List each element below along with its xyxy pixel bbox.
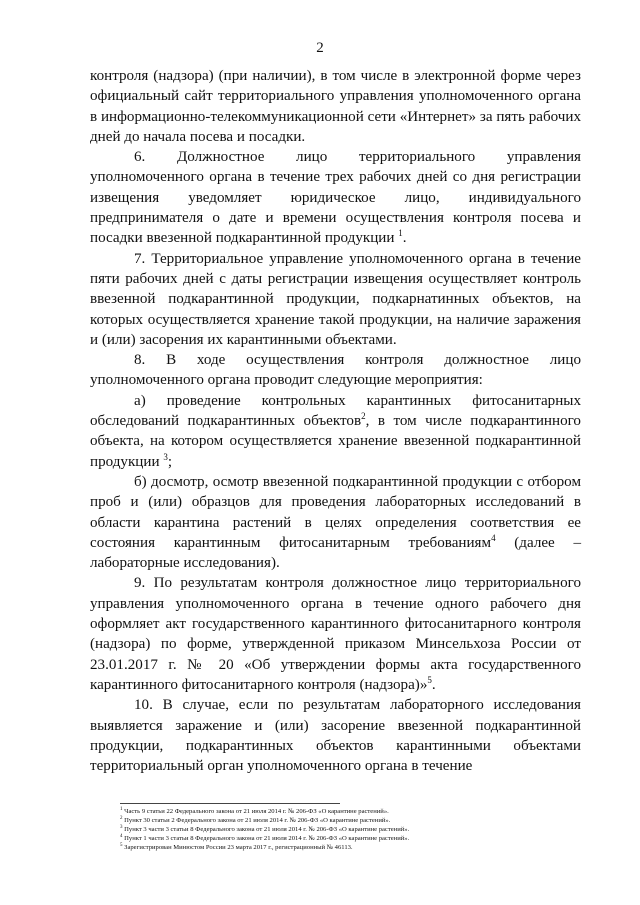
paragraph-10: 10. В случае, если по результатам лабораторного исследования выявляется заражение и (или) засорение ввезенной подкарантинной продукции, подкарантинных объектов карантинными объектами территориальный орган уполномоченного органа в течение	[90, 697, 581, 775]
footnotes	[120, 807, 560, 852]
footnote-item: $^4$ Пункт 1 части 3 статьи 8 Федерального закона от 21 июля 2014 г. № 206-ФЗ «О карантине растений».	[120, 834, 410, 843]
footnote-item: $^5$ Зарегистрирован Минюстом России 23 марта 2017 г., регистрационный № 46113.	[120, 843, 353, 852]
footnote-item: $^2$ Пункт 30 статьи 2 Федерального закона от 21 июля 2014 г. № 206-ФЗ «О карантине растений».	[120, 815, 391, 825]
document-body	[90, 66, 581, 776]
paragraph-7: 7. Территориальное управление уполномоченного органа в течение пяти рабочих дней с даты регистрации извещения осуществляет контроль ввезенной подкарантинной продукции, подкарнатинных объектов, на которых осуществляется хранение такой продукции, на наличие заражения и (или) засорения их карантинными объектами.	[90, 250, 581, 348]
paragraph-8b: б) досмотр, осмотр ввезенной подкарантинной продукции с отбором проб и (или) образцов для проведения лабораторных исследований в области карантина растений в целях определения соответствия ее состояния карантинным фитосанитарным требованиям$^4$ (далее – лабораторные исследования).	[90, 473, 582, 572]
footnote-item: $^1$ Часть 9 статьи 22 Федерального закона от 21 июля 2014 г. № 206-ФЗ «О карантине растений».	[120, 806, 389, 815]
paragraph-9: 9. По результатам контроля должностное лицо территориального управления уполномоченного органа в течение одного рабочего дня оформляет акт государственного карантинного фитосанитарного контроля (надзора) по форме, утвержденной приказом Минсельхоза России от 23.01.2017 г. № 20 «Об утверждении формы акта государственного карантинного фитосанитарного контроля (надзора)»$^5$.	[90, 575, 581, 693]
footnote-ref-2[interactable]: 2	[361, 411, 366, 422]
footnote-ref-1[interactable]: 1	[398, 228, 403, 239]
footnote-ref-5[interactable]: 5	[427, 674, 432, 685]
paragraph-continuation: контроля (надзора) (при наличии), в том числе в электронной форме через официальный сайт территориального управления уполномоченного органа в информационно-телекоммуникационной сети «Интернет» за пять рабочих дней до начала посева и посадки.	[90, 68, 581, 145]
footnote-ref-4[interactable]: 4	[491, 532, 496, 543]
footnote-separator	[120, 803, 340, 804]
paragraph-8: 8. В ходе осуществления контроля должностное лицо уполномоченного органа проводит следующие мероприятия:	[90, 352, 581, 389]
footnote-item: $^3$ Пункт 3 части 3 статьи 8 Федерального закона от 21 июля 2014 г. № 206-ФЗ «О карантине растений».	[120, 825, 410, 834]
paragraph-8a: а) проведение контрольных карантинных фитосанитарных обследований подкарантинных объектов$^2$, в том числе подкарантинного объекта, на котором осуществляется хранение ввезенной подкарантинной продукции $^3$;	[90, 392, 581, 470]
page-number: 2	[316, 40, 324, 56]
paragraph-6: 6. Должностное лицо территориального управления уполномоченного органа в течение трех рабочих дней со дня регистрации извещения уведомляет юридическое лицо, индивидуального предпринимателя о дате и времени осуществления контроля посева и посадки ввезенной подкарантинной продукции $^1$.	[90, 149, 581, 247]
footnote-ref-3[interactable]: 3	[163, 451, 168, 462]
